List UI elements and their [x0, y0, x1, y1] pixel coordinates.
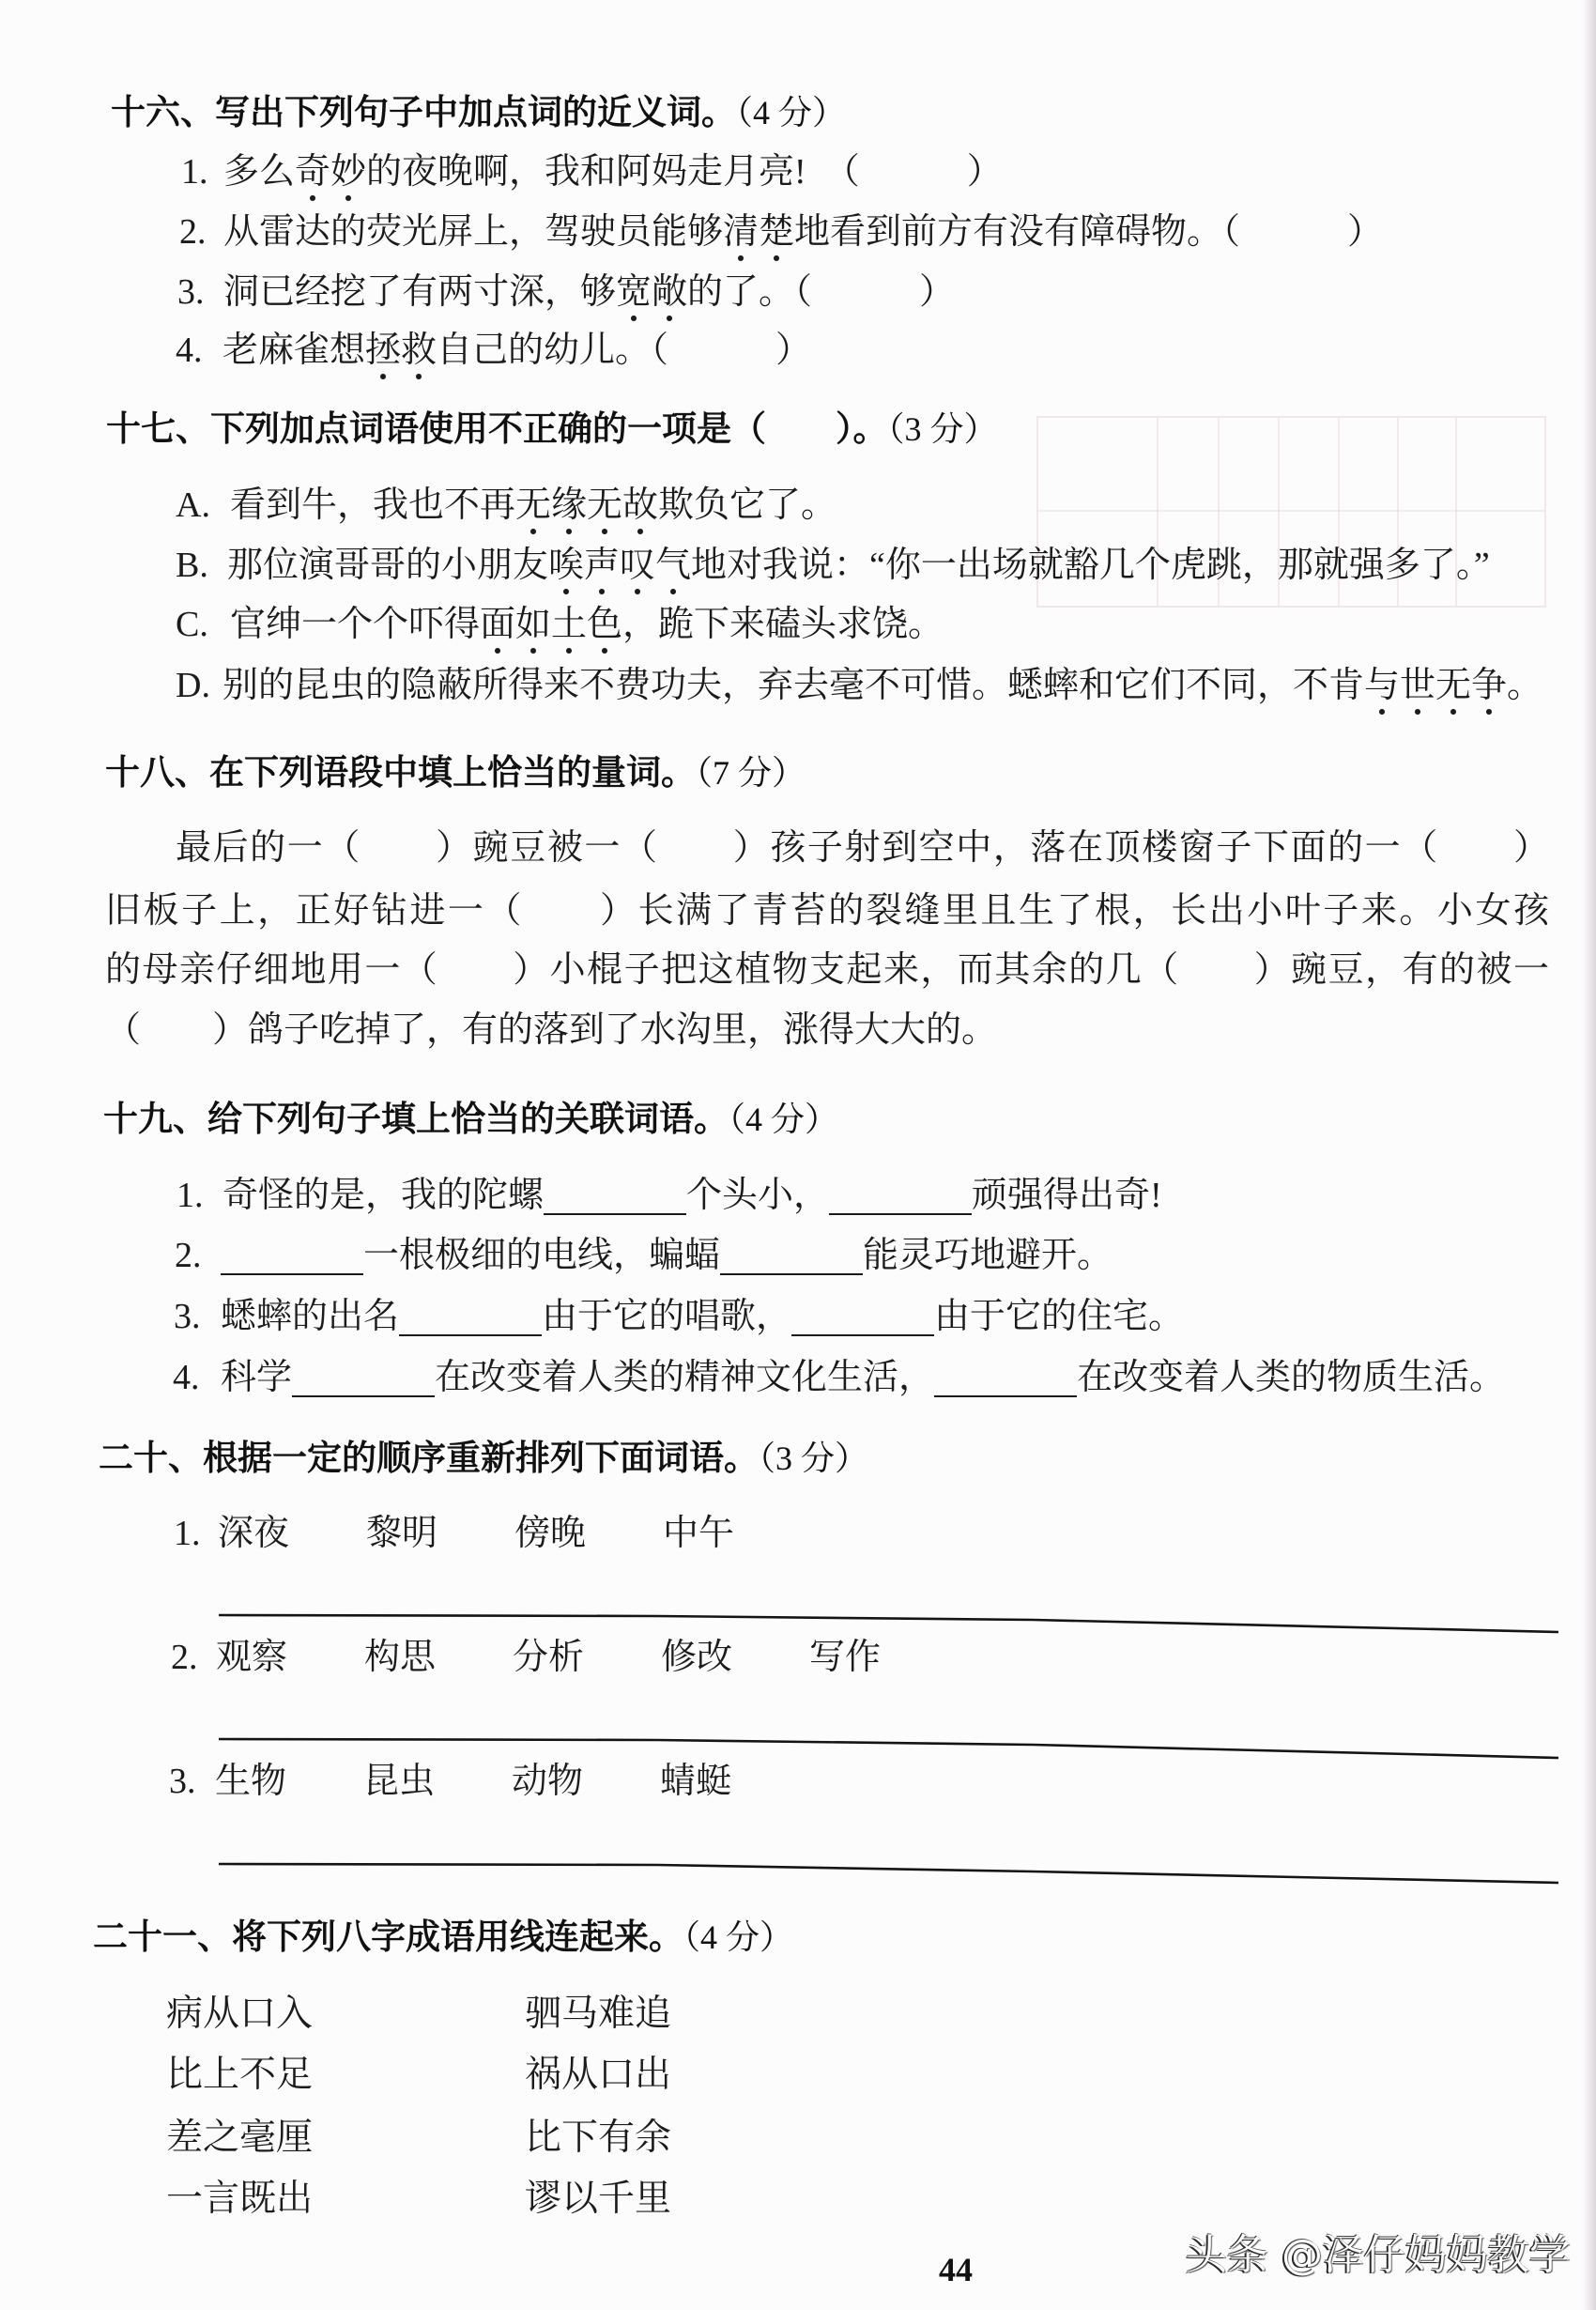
score-label: （4 分） — [729, 1101, 839, 1138]
dotted-word: 无缘无故 — [515, 485, 658, 536]
fill-blank — [829, 1185, 972, 1215]
item-number: 2. — [175, 1236, 202, 1275]
option-text: ，跪下来磕头求饶。 — [622, 605, 944, 644]
question-19-item — [175, 1232, 1113, 1279]
question-18-heading — [105, 749, 806, 796]
word-token: 中午 — [663, 1514, 735, 1553]
question-17-option — [176, 482, 836, 529]
item-text: 由于它的住宅。 — [934, 1297, 1185, 1336]
heading-text: 十七、下列加点词语使用不正确的一项是（ ）。 — [106, 408, 888, 449]
item-text: 洞已经挖了有两寸深，够 — [223, 272, 617, 312]
word-token: 构思 — [364, 1638, 437, 1677]
item-number: 3. — [174, 1297, 201, 1336]
item-text: 顽强得出奇! — [972, 1176, 1162, 1215]
heading-text: 十八、在下列语段中填上恰当的量词。 — [105, 752, 696, 793]
dotted-word: 奇妙 — [295, 152, 366, 203]
item-text: 能灵巧地避开。 — [863, 1236, 1113, 1275]
word-token: 动物 — [512, 1762, 584, 1801]
word-token: 黎明 — [366, 1514, 438, 1553]
idiom-right: 驷马难追 — [525, 1994, 672, 2034]
item-text: 多么 — [223, 152, 296, 192]
question-20-heading — [99, 1435, 868, 1482]
fill-blank — [934, 1367, 1077, 1397]
fill-blank — [221, 1245, 363, 1275]
word-token: 写作 — [809, 1638, 882, 1677]
item-number: 4. — [176, 331, 203, 370]
idiom-left: 差之毫厘 — [166, 2118, 314, 2158]
item-text: 的了。 — [687, 272, 795, 312]
word-token: 深夜 — [218, 1514, 290, 1553]
idiom-left: 一言既出 — [166, 2179, 314, 2219]
heading-text: 十六、写出下列句子中加点词的近义词。 — [111, 92, 736, 132]
answer-parentheses: （ ） — [1222, 212, 1384, 252]
word-token: 傍晚 — [514, 1514, 587, 1553]
option-text: 地对我说：“你一出场就豁几个虎跳，那就强多了。” — [691, 546, 1490, 585]
score-label: （4 分） — [736, 94, 847, 131]
fill-blank — [720, 1245, 863, 1275]
question-17-option — [176, 542, 1490, 589]
question-19-item — [173, 1354, 1505, 1401]
idiom-left: 比上不足 — [166, 2055, 314, 2095]
idiom-right: 比下有余 — [525, 2118, 672, 2158]
answer-parentheses: （ ） — [841, 152, 1003, 192]
option-text: 欺负它了。 — [658, 485, 837, 525]
fill-blank — [791, 1306, 934, 1336]
option-text: 。 — [1507, 666, 1543, 705]
word-token: 分析 — [513, 1638, 585, 1677]
item-number: 2. — [171, 1638, 198, 1677]
fill-blank — [399, 1306, 542, 1336]
dotted-word: 宽敞 — [616, 272, 687, 323]
word-token: 修改 — [661, 1638, 733, 1677]
option-label: C. — [176, 605, 208, 644]
option-text: 官绅一个个吓得 — [230, 605, 481, 644]
option-label: D. — [176, 666, 210, 705]
item-text: 奇怪的是，我的陀螺 — [223, 1176, 545, 1215]
answer-line — [219, 1864, 1558, 1883]
question-20-item — [171, 1634, 958, 1681]
fill-blank — [544, 1185, 686, 1215]
fill-blank — [292, 1367, 435, 1397]
question-17-option — [176, 662, 1542, 709]
idiom-right: 祸从口出 — [525, 2055, 672, 2095]
heading-text: 二十一、将下列八字成语用线连起来。 — [93, 1917, 683, 1957]
dotted-word: 拯救 — [365, 331, 437, 381]
option-label: B. — [176, 546, 208, 585]
item-text: 自己的幼儿。 — [437, 331, 652, 370]
option-text: 别的昆虫的隐蔽所得来不费功夫，弃去毫不可惜。蟋蟀和它们不同，不肯 — [223, 666, 1365, 705]
question-19-item — [176, 1172, 1162, 1219]
page-edge-shadow — [1583, 0, 1596, 2310]
paragraph-line: （ ）鸽子吃掉了，有的落到了水沟里，涨得大大的。 — [105, 1010, 998, 1050]
answer-line — [219, 1615, 1558, 1632]
item-text: 的夜晚啊，我和阿妈走月亮! — [366, 152, 842, 192]
option-text: 看到牛，我也不再 — [230, 485, 516, 525]
item-number: 1. — [181, 152, 208, 192]
paragraph-line: 最后的一（ ）豌豆被一（ ）孩子射到空中，落在顶楼窗子下面的一（ ） — [176, 828, 1549, 868]
question-19-item — [174, 1293, 1184, 1340]
item-number: 3. — [169, 1762, 196, 1801]
question-19-heading — [103, 1096, 838, 1143]
item-text: 老麻雀想 — [223, 331, 366, 370]
dotted-word: 唉声叹气 — [548, 546, 691, 596]
item-number: 3. — [177, 272, 205, 312]
option-text: 那位演哥哥的小朋友 — [227, 546, 549, 585]
item-text: 蟋蟀的出名 — [221, 1297, 400, 1336]
watermark: 头条 @泽仔妈妈教学 — [1186, 2231, 1571, 2279]
score-label: （4 分） — [683, 1918, 794, 1956]
item-text: 一根极细的电线，蝙蝠 — [363, 1236, 721, 1275]
idiom-right: 谬以千里 — [525, 2179, 672, 2219]
question-20-item — [169, 1758, 808, 1805]
item-number: 1. — [176, 1176, 204, 1215]
score-label: （3 分） — [887, 410, 998, 448]
item-text: 在改变着人类的物质生活。 — [1077, 1358, 1506, 1397]
word-token: 蜻蜓 — [660, 1762, 732, 1801]
answer-line — [219, 1739, 1558, 1758]
question-21-heading — [93, 1914, 793, 1961]
question-16-item — [177, 269, 955, 316]
question-17-option — [176, 601, 944, 648]
dotted-word: 面如土色 — [480, 605, 622, 655]
idiom-left: 病从口入 — [166, 1994, 314, 2034]
paragraph-line: 旧板子上，正好钻进一（ ）长满了青苔的裂缝里且生了根，长出小叶子来。小女孩 — [105, 891, 1549, 931]
answer-parentheses: （ ） — [794, 272, 956, 312]
question-17-heading — [106, 406, 998, 453]
item-number: 4. — [173, 1358, 200, 1397]
dotted-word: 清楚 — [723, 212, 794, 263]
question-16-heading — [111, 89, 846, 136]
score-label: （7 分） — [696, 754, 806, 792]
question-16-item — [176, 327, 811, 374]
heading-text: 十九、给下列句子填上恰当的关联词语。 — [103, 1099, 729, 1139]
answer-parentheses: （ ） — [651, 331, 812, 370]
heading-text: 二十、根据一定的顺序重新排列下面词语。 — [99, 1438, 759, 1478]
word-token: 观察 — [216, 1638, 288, 1677]
item-text: 在改变着人类的精神文化生活， — [435, 1358, 935, 1397]
question-20-item — [174, 1510, 811, 1557]
item-number: 2. — [179, 212, 207, 252]
question-16-item — [179, 208, 1383, 255]
question-16-item — [181, 148, 1003, 195]
dotted-word: 与世无争 — [1364, 666, 1507, 716]
page-number: 44 — [939, 2251, 973, 2288]
item-text: 从雷达的荧光屏上，驾驶员能够 — [223, 212, 724, 252]
item-text: 由于它的唱歌， — [542, 1297, 792, 1336]
score-label: （3 分） — [759, 1440, 869, 1477]
word-token: 生物 — [215, 1762, 287, 1801]
item-text: 地看到前方有没有障碍物。 — [794, 212, 1223, 252]
word-token: 昆虫 — [363, 1762, 436, 1801]
item-text: 个头小， — [686, 1176, 830, 1215]
paragraph-line: 的母亲仔细地用一（ ）小棍子把这植物支起来，而其余的几（ ）豌豆，有的被一 — [105, 950, 1549, 990]
item-text: 科学 — [221, 1358, 293, 1397]
bleed-through-line — [1038, 510, 1544, 512]
item-number: 1. — [174, 1514, 201, 1553]
option-label: A. — [176, 485, 210, 525]
